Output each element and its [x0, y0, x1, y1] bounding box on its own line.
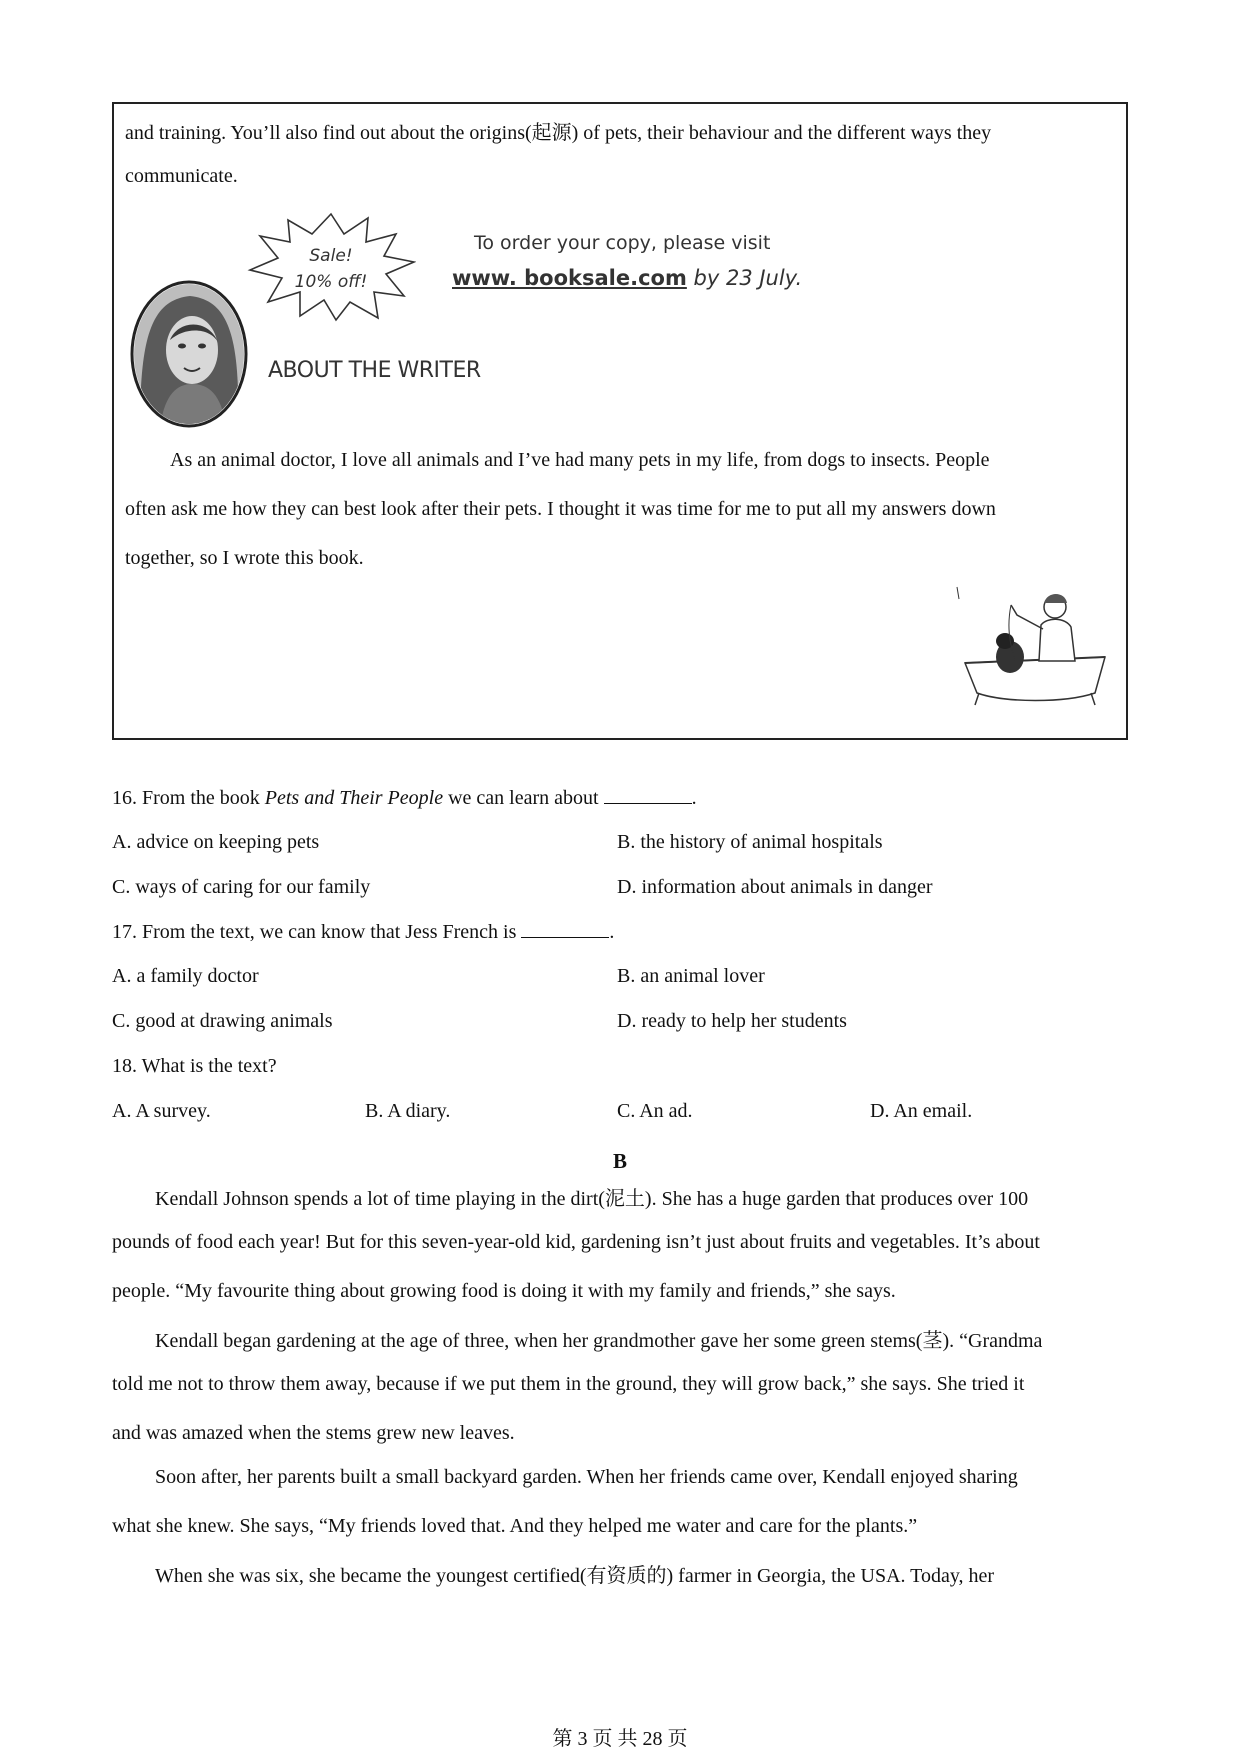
question-16-end: .	[691, 787, 697, 809]
order-url[interactable]: www. booksale.com	[452, 266, 687, 290]
dog-bath-illustration	[955, 585, 1115, 710]
option-16-c: C. ways of caring for our family	[112, 876, 371, 898]
ad-paragraph-2-line-2: often ask me how they can best look after their pets. I thought it was time for me to put all my answers down	[125, 498, 996, 520]
section-b-paragraph-2-line-1: Kendall began gardening at the age of three, when her grandmother gave her some green stems(茎). “Grandma	[155, 1330, 1043, 1352]
page-number-footer: 第 3 页 共 28 页	[552, 1728, 688, 1750]
order-url-line	[452, 266, 802, 290]
answer-blank	[521, 923, 609, 938]
question-17-end: .	[609, 921, 615, 943]
sale-label: Sale!	[309, 246, 353, 266]
section-b-paragraph-3-line-1: Soon after, her parents built a small backyard garden. When her friends came over, Kendall enjoyed sharing	[155, 1466, 1018, 1488]
section-b-paragraph-2-line-2: told me not to throw them away, because if we put them in the ground, they will grow back,” she says. She tried it	[112, 1373, 1025, 1395]
book-title: Pets and Their People	[264, 787, 444, 809]
option-18-c: C. An ad.	[617, 1100, 693, 1122]
about-writer-heading: ABOUT THE WRITER	[268, 358, 481, 383]
section-b-paragraph-1-line-1: Kendall Johnson spends a lot of time playing in the dirt(泥土). She has a huge garden that produces over 100	[155, 1188, 1029, 1210]
option-16-d: D. information about animals in danger	[617, 876, 933, 898]
order-deadline: by 23 July.	[686, 266, 803, 290]
sale-burst-icon	[246, 212, 416, 322]
section-b-heading: B	[612, 1149, 627, 1173]
section-b-paragraph-4-line-1: When she was six, she became the youngest certified(有资质的) farmer in Georgia, the USA. Today, her	[155, 1565, 995, 1587]
ad-paragraph-2-line-3: together, so I wrote this book.	[125, 547, 364, 569]
question-16	[112, 787, 697, 810]
question-16-suffix: we can learn about	[443, 787, 604, 809]
option-17-d: D. ready to help her students	[617, 1010, 847, 1032]
answer-blank	[604, 789, 692, 804]
question-17-text: 17. From the text, we can know that Jess French is	[112, 921, 522, 943]
option-16-a: A. advice on keeping pets	[112, 831, 320, 853]
option-17-c: C. good at drawing animals	[112, 1010, 333, 1032]
option-18-b: B. A diary.	[365, 1100, 451, 1122]
question-18: 18. What is the text?	[112, 1055, 277, 1077]
section-b-paragraph-2-line-3: and was amazed when the stems grew new leaves.	[112, 1422, 515, 1444]
ad-paragraph-1-line-1: and training. You’ll also find out about the origins(起源) of pets, their behaviour and the different ways they	[125, 122, 992, 144]
option-17-a: A. a family doctor	[112, 965, 259, 987]
writer-portrait-image	[130, 280, 248, 428]
ad-paragraph-2-line-1: As an animal doctor, I love all animals and I’ve had many pets in my life, from dogs to insects. People	[170, 449, 990, 471]
section-b-paragraph-1-line-3: people. “My favourite thing about growing food is doing it with my family and friends,” she says.	[112, 1280, 896, 1302]
question-16-prefix: 16. From the book	[112, 787, 265, 809]
section-b-paragraph-3-line-2: what she knew. She says, “My friends loved that. And they helped me water and care for the plants.”	[112, 1515, 918, 1537]
option-16-b: B. the history of animal hospitals	[617, 831, 883, 853]
option-18-d: D. An email.	[870, 1100, 973, 1122]
ad-paragraph-1-line-2: communicate.	[125, 165, 238, 187]
option-17-b: B. an animal lover	[617, 965, 765, 987]
section-b-paragraph-1-line-2: pounds of food each year! But for this seven-year-old kid, gardening isn’t just about fruits and vegetables. It’s about	[112, 1231, 1040, 1253]
question-17	[112, 921, 614, 944]
option-18-a: A. A survey.	[112, 1100, 211, 1122]
order-instruction: To order your copy, please visit	[474, 232, 771, 254]
discount-label: 10% off!	[294, 272, 368, 292]
